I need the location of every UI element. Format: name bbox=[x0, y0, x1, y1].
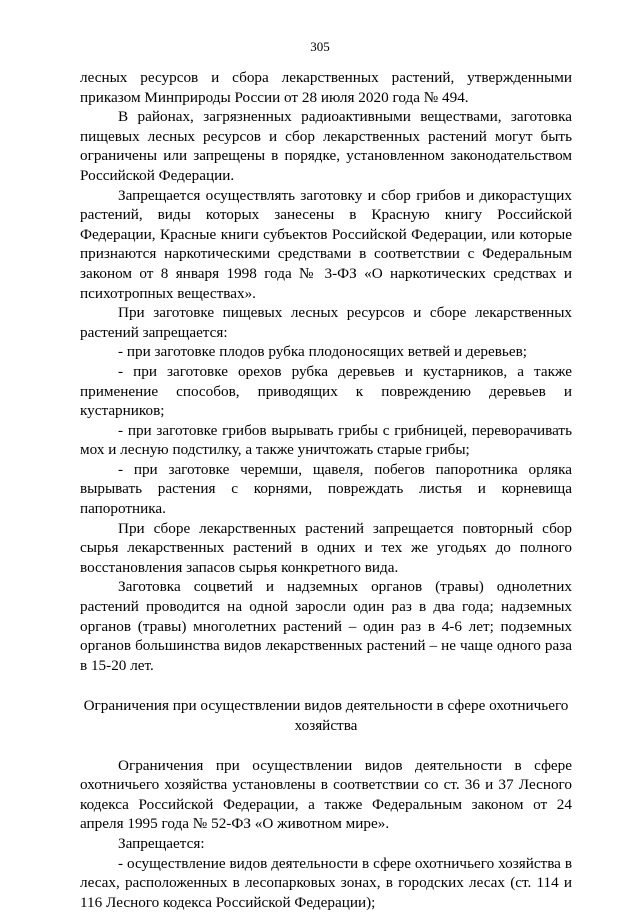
paragraph: Заготовка соцветий и надземных органов (травы) однолетних растений проводится на одной заросли один раз в два года; надземных органов (травы) многолетних растений – один раз в 4-6 лет; подземных органов большинства видов лекарственных растений – не чаще одного раза в 15-20 лет. bbox=[80, 578, 572, 674]
paragraph: В районах, загрязненных радиоактивными веществами, заготовка пищевых лесных ресурсов и сбор лекарственных растений могут быть ограничены или запрещены в порядке, установленном законодательством Российской Федерации. bbox=[80, 108, 572, 184]
list-item: - при заготовке плодов рубка плодоносящих ветвей и деревьев; bbox=[118, 343, 527, 361]
paragraph: лесных ресурсов и сбора лекарственных растений, утвержденными приказом Минприроды России от 28 июля 2020 года № 494. bbox=[80, 69, 572, 106]
list-item: - при заготовке грибов вырывать грибы с грибницей, переворачивать мох и лесную подстилку, а также уничтожать старые грибы; bbox=[80, 421, 572, 459]
page-body bbox=[80, 68, 572, 912]
list-item: - осуществление видов деятельности в сфере охотничьего хозяйства в лесах, расположенных в лесопарковых зонах, в городских лесах (ст. 114 и 116 Лесного кодекса Российской Федерации); bbox=[80, 854, 572, 911]
paragraph: При заготовке пищевых лесных ресурсов и сборе лекарственных растений запрещается: bbox=[80, 304, 572, 341]
page-number: 305 bbox=[310, 39, 330, 54]
list-item: - при заготовке орехов рубка деревьев и кустарников, а также применение способов, приводящих к повреждению деревьев и кустарников; bbox=[80, 362, 572, 420]
paragraph: Запрещается: bbox=[118, 834, 205, 852]
paragraph: Ограничения при осуществлении видов деятельности в сфере охотничьего хозяйства установлены в соответствии со ст. 36 и 37 Лесного кодекса Российской Федерации, а также Федеральным законом от 24 апреля 1995 года № 52-ФЗ «О животном мире». bbox=[80, 756, 572, 833]
paragraph: Запрещается осуществлять заготовку и сбор грибов и дикорастущих растений, виды которых занесены в Красную книгу Российской Федерации, Красные книги субъектов Российской Федерации, или которые признаются наркотическими средствами в соответствии с Федеральным законом от 8 января 1998 года № 3-ФЗ «О наркотических средствах и психотропных веществах». bbox=[80, 186, 572, 302]
list-item: - при заготовке черемши, щавеля, побегов папоротника орляка вырывать растения с корнями, повреждать листья и корневища папоротника. bbox=[80, 460, 572, 518]
paragraph: При сборе лекарственных растений запрещается повторный сбор сырья лекарственных растений в одних и тех же угодьях до полного восстановления запасов сырья конкретного вида. bbox=[80, 519, 572, 576]
section-heading: Ограничения при осуществлении видов деятельности в сфере охотничьего хозяйства bbox=[83, 697, 569, 734]
